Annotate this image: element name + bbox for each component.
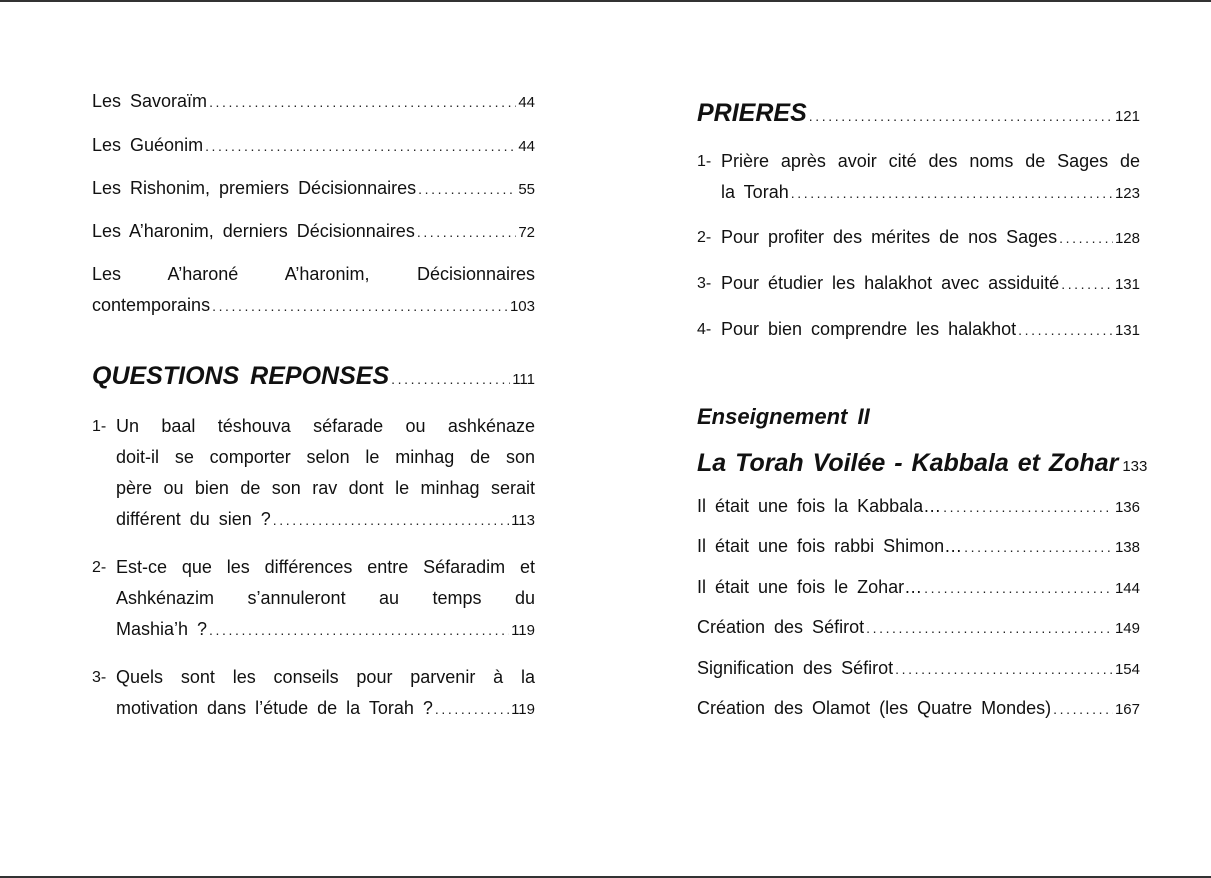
prayer-entry[interactable] (697, 268, 1140, 299)
top-border (0, 0, 1211, 2)
item-number: 2- (92, 559, 107, 576)
item-number: 1- (697, 153, 712, 170)
toc-entry-title: Les Savoraïm (92, 91, 208, 111)
prayer-page: 123 (1114, 185, 1140, 202)
section-page: 111 (512, 371, 535, 388)
toc-entry-page: 44 (518, 94, 535, 111)
question-text: doit-il se comporter selon le minhag de son (116, 447, 535, 467)
section-heading[interactable] (92, 361, 535, 392)
toc-entry-page: 149 (1114, 620, 1140, 637)
toc-entry-title: Il était une fois la Kabbala… (697, 496, 942, 516)
toc-entry-page: 44 (518, 138, 535, 155)
question-entry[interactable] (92, 552, 535, 645)
question-text: Ashkénazim s’annuleront au temps du (116, 588, 535, 608)
toc-entry-page: 138 (1114, 539, 1140, 556)
toc-entry-title: Création des Olamot (les Quatre Mondes) (697, 698, 1052, 718)
teaching-label-text: Enseignement II (697, 404, 870, 429)
leader-dots (212, 291, 508, 322)
toc-entry[interactable] (697, 531, 1140, 562)
leader-dots (418, 174, 516, 205)
leader-dots (417, 217, 516, 248)
leader-dots (435, 694, 509, 725)
toc-entry[interactable] (92, 86, 535, 117)
leader-dots (205, 131, 516, 162)
toc-entry-page: 136 (1114, 499, 1140, 516)
prayer-text: la Torah (721, 182, 789, 202)
teaching-page: 133 (1122, 458, 1148, 475)
prayer-text: Prière après avoir cité des noms de Sages de (721, 151, 1140, 171)
item-number: 1- (92, 418, 107, 435)
leader-dots (791, 178, 1113, 209)
teaching-title: La Torah Voilée - Kabbala et Zohar (697, 449, 1119, 477)
toc-entry[interactable] (92, 130, 535, 161)
question-page: 113 (511, 512, 535, 529)
question-text: Quels sont les conseils pour parvenir à la (116, 667, 535, 687)
toc-entry-title: contemporains (92, 295, 211, 315)
section-title: QUESTIONS REPONSES (92, 362, 390, 390)
question-text: motivation dans l’étude de la Torah ? (116, 698, 433, 718)
leader-dots (1059, 223, 1113, 254)
toc-entry[interactable] (697, 653, 1140, 684)
toc-entry-page: 103 (509, 298, 535, 315)
leader-dots (1018, 315, 1113, 346)
toc-entry-title: Signification des Séfirot (697, 658, 894, 678)
item-number: 3- (697, 275, 712, 292)
prayer-text: Pour étudier les halakhot avec assiduité (721, 273, 1060, 293)
toc-entry[interactable] (92, 259, 535, 321)
leader-dots (924, 573, 1113, 604)
toc-entry-page: 144 (1114, 580, 1140, 597)
question-page: 119 (511, 622, 535, 639)
leader-dots (209, 87, 516, 118)
toc-entry[interactable] (697, 491, 1140, 522)
question-text: Un baal téshouva séfarade ou ashkénaze (116, 416, 535, 436)
question-entry[interactable] (92, 411, 535, 535)
question-text: Est-ce que les différences entre Séfaradim et (116, 557, 535, 577)
prayer-text: Pour profiter des mérites de nos Sages (721, 227, 1058, 247)
leader-dots (1053, 694, 1113, 725)
toc-entry-title: Il était une fois le Zohar… (697, 577, 923, 597)
toc-entry-title: Les A’haronim, derniers Décisionnaires (92, 221, 415, 241)
item-number: 2- (697, 229, 712, 246)
prayer-entry[interactable] (697, 314, 1140, 345)
toc-entry-page: 154 (1114, 661, 1140, 678)
toc-entry-page: 72 (518, 224, 535, 241)
leader-dots (943, 492, 1113, 523)
leader-dots (866, 613, 1113, 644)
leader-dots (1061, 269, 1113, 300)
prayer-entry[interactable] (697, 222, 1140, 253)
toc-entry-title: Les A’haroné A’haronim, Décisionnaires (92, 264, 535, 284)
toc-entry-title: Les Rishonim, premiers Décisionnaires (92, 178, 417, 198)
toc-entry-page: 167 (1114, 701, 1140, 718)
section-title: PRIERES (697, 99, 807, 127)
question-text: différent du sien ? (116, 509, 271, 529)
prayer-page: 128 (1114, 230, 1140, 247)
question-page: 119 (511, 701, 535, 718)
teaching-label (697, 401, 1140, 432)
section-page: 121 (1114, 108, 1140, 125)
section-heading[interactable] (697, 98, 1140, 129)
toc-entry[interactable] (92, 173, 535, 204)
toc-entry[interactable] (697, 612, 1140, 643)
leader-dots (391, 364, 510, 395)
prayer-text: Pour bien comprendre les halakhot (721, 319, 1017, 339)
toc-entry-page: 55 (518, 181, 535, 198)
leader-dots (895, 654, 1113, 685)
question-text: Mashia’h ? (116, 619, 208, 639)
item-number: 4- (697, 321, 712, 338)
question-text: père ou bien de son rav dont le minhag serait (116, 478, 535, 498)
toc-entry[interactable] (697, 693, 1140, 724)
leader-dots (964, 532, 1113, 563)
question-entry[interactable] (92, 662, 535, 724)
toc-entry-title: Création des Séfirot (697, 617, 865, 637)
toc-entry-title: Les Guéonim (92, 135, 204, 155)
item-number: 3- (92, 669, 107, 686)
prayer-page: 131 (1114, 276, 1140, 293)
teaching-heading[interactable] (697, 448, 1148, 479)
toc-entry-title: Il était une fois rabbi Shimon… (697, 536, 963, 556)
toc-entry[interactable] (697, 572, 1140, 603)
leader-dots (273, 505, 509, 536)
leader-dots (209, 615, 509, 646)
prayer-page: 131 (1114, 322, 1140, 339)
leader-dots (809, 101, 1113, 132)
toc-entry[interactable] (92, 216, 535, 247)
prayer-entry[interactable] (697, 146, 1140, 208)
